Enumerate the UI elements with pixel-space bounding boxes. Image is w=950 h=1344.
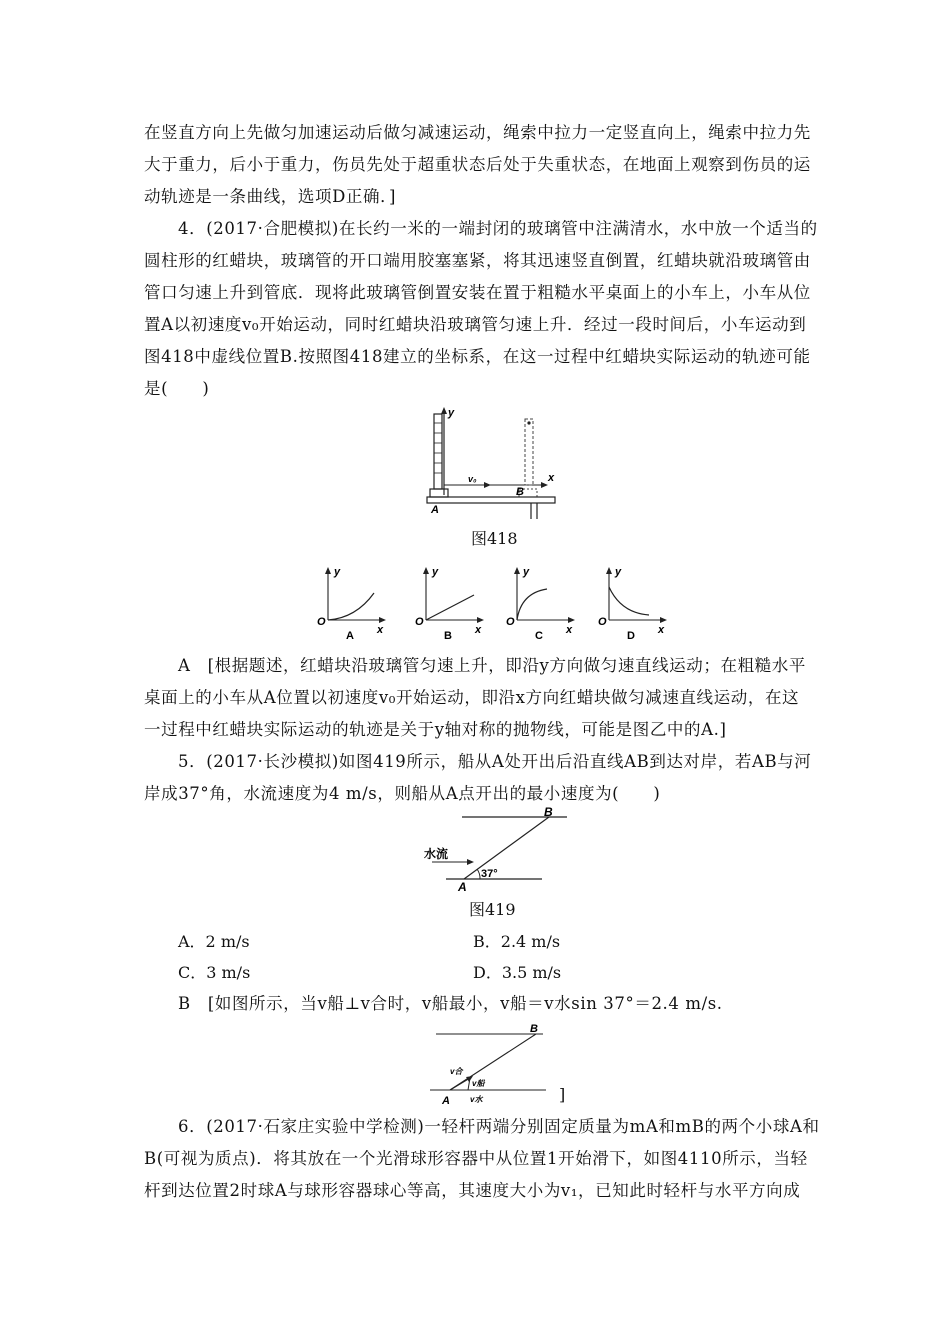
graph-b: [414, 563, 484, 643]
v0-label: v₀: [468, 474, 477, 484]
graph-a: [316, 563, 386, 643]
question-4-line: 置A以初速度v₀开始运动，同时红蜡块沿玻璃管匀速上升．经过一段时间后，小车运动到: [144, 315, 807, 334]
graph-y-label: y: [432, 566, 439, 578]
graph-x-label: x: [475, 624, 482, 636]
question-4-line: 图418中虚线位置B.按照图418建立的坐标系，在这一过程中红蜡块实际运动的轨迹可能: [144, 347, 811, 366]
graph-x-label: x: [658, 624, 665, 636]
question-6-line: 6．(2017·石家庄实验中学检测)一轻杆两端分别固定质量为mA和mB的两个小球A和: [178, 1117, 820, 1136]
answer-4-line: A [根据题述，红蜡块沿玻璃管匀速上升，即沿y方向做匀速直线运动；在粗糙水平: [178, 656, 806, 675]
question-4-line: 管口匀速上升到管底．现将此玻璃管倒置安装在置于粗糙水平桌面上的小车上，小车从位: [144, 283, 811, 302]
point-a-label: A: [442, 1095, 450, 1107]
graph-origin-label: O: [598, 616, 607, 628]
v-boat-label: v船: [472, 1079, 485, 1088]
figure-418-caption: 图418: [471, 529, 518, 548]
angle-label: 37°: [481, 868, 498, 880]
option-c: C．3 m/s: [178, 963, 251, 982]
option-d: D．3.5 m/s: [473, 963, 562, 982]
point-b-label: B: [516, 486, 524, 498]
graph-option-label: C: [535, 630, 543, 642]
point-b-label: B: [544, 805, 553, 819]
question-6-line: 杆到达位置2时球A与球形容器球心等高，其速度大小为v₁，已知此时轻杆与水平方向成: [144, 1181, 801, 1200]
graph-y-label: y: [523, 566, 530, 578]
question-5-line: 5．(2017·长沙模拟)如图419所示，船从A处开出后沿直线AB到达对岸，若AB与河: [178, 752, 812, 771]
graph-origin-label: O: [317, 616, 326, 628]
figure-419-caption: 图419: [469, 900, 516, 919]
graph-origin-label: O: [506, 616, 515, 628]
axis-y-label: y: [448, 407, 455, 419]
river-flow-label: 水流: [424, 847, 449, 861]
answer-5-close-bracket: ]: [559, 1085, 566, 1104]
option-b: B．2.4 m/s: [473, 932, 561, 951]
graph-origin-label: O: [415, 616, 424, 628]
text-line: 动轨迹是一条曲线，选项D正确．]: [144, 187, 397, 206]
graph-y-label: y: [615, 566, 622, 578]
graph-c: [505, 563, 575, 643]
answer-5-line: B [如图所示，当v船⊥v合时，v船最小，v船＝v水sin 37°＝2.4 m/s.: [178, 994, 723, 1013]
graph-x-label: x: [377, 624, 384, 636]
answer-5-figure: [428, 1022, 568, 1107]
answer-4-line: 一过程中红蜡块实际运动的轨迹是关于y轴对称的抛物线，可能是图乙中的A.]: [144, 720, 727, 739]
figure-418: [425, 405, 565, 520]
point-a-label: A: [431, 504, 439, 516]
text-line: 大于重力，后小于重力，伤员先处于超重状态后处于失重状态，在地面上观察到伤员的运: [144, 155, 811, 174]
point-a-label: A: [458, 880, 467, 894]
question-4-line: 4．(2017·合肥模拟)在长约一米的一端封闭的玻璃管中注满清水，水中放一个适当的: [178, 219, 818, 238]
v-water-label: v水: [470, 1095, 483, 1104]
figure-419: [424, 806, 584, 896]
question-5-line: 岸成37°角，水流速度为4 m/s，则船从A点开出的最小速度为( ): [144, 784, 661, 803]
axis-x-label: x: [548, 472, 555, 484]
graph-option-label: A: [346, 630, 354, 642]
graph-d: [597, 563, 667, 643]
answer-4-line: 桌面上的小车从A位置以初速度v₀开始运动，即沿x方向红蜡块做匀减速直线运动，在这: [144, 688, 800, 707]
v-combined-label: v合: [450, 1067, 463, 1076]
graph-x-label: x: [566, 624, 573, 636]
question-4-line: 圆柱形的红蜡块，玻璃管的开口端用胶塞塞紧，将其迅速竖直倒置，红蜡块就沿玻璃管由: [144, 251, 811, 270]
option-a: A．2 m/s: [178, 932, 250, 951]
question-6-line: B(可视为质点)．将其放在一个光滑球形容器中从位置1开始滑下，如图4110所示，当轻: [144, 1149, 808, 1168]
graph-option-label: D: [627, 630, 635, 642]
point-b-label: B: [530, 1023, 538, 1035]
graph-option-label: B: [444, 630, 452, 642]
graph-y-label: y: [334, 566, 341, 578]
question-4-line: 是( ): [144, 379, 210, 398]
text-line: 在竖直方向上先做匀加速运动后做匀减速运动，绳索中拉力一定竖直向上，绳索中拉力先: [144, 123, 811, 142]
